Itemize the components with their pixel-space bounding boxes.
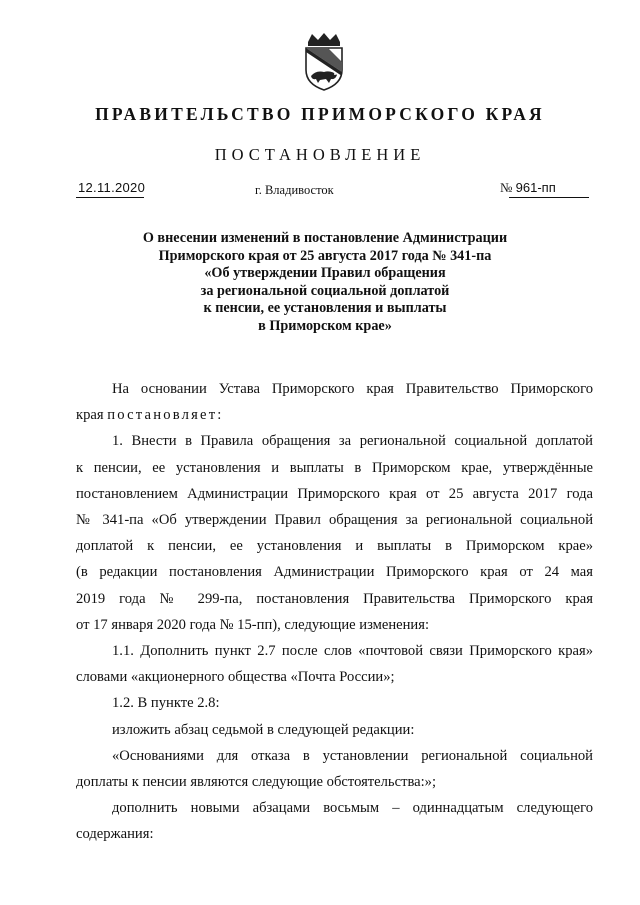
- document-body: [76, 376, 593, 847]
- document-number: [500, 180, 556, 196]
- preamble-text: края: [76, 407, 108, 424]
- preamble-line: [76, 402, 593, 428]
- number-underline: [509, 197, 589, 198]
- paragraph-1-2-b-line: доплаты к пенсии являются следующие обстоятельства:»;: [76, 773, 437, 790]
- paragraph-1-line: к пенсии, ее установления и выплаты в Приморском крае, утверждённые: [76, 459, 593, 476]
- paragraph-1-2-c-line: дополнить новыми абзацами восьмым – одиннадцатым следующего: [112, 800, 593, 817]
- city: г. Владивосток: [255, 183, 334, 197]
- subject-line: за региональной социальной доплатой: [200, 282, 450, 299]
- paragraph-1-line: постановлением Администрации Приморского края от 25 августа 2017 года: [76, 485, 593, 502]
- paragraph-1-1-line: словами «акционерного общества «Почта России»;: [76, 669, 395, 686]
- decree-word: постановляет: [107, 407, 218, 424]
- document-subject: [90, 230, 560, 335]
- paragraph-1-2-a: изложить абзац седьмой в следующей редакции:: [112, 721, 415, 738]
- paragraph-1-line: № 341-па «Об утверждении Правил обращения за региональной социальной: [76, 511, 593, 528]
- subject-line: Приморского края от 25 августа 2017 года № 341-па: [158, 247, 492, 264]
- paragraph-1-line: от 17 января 2020 года № 15-пп), следующие изменения:: [76, 616, 430, 633]
- preamble-colon: :: [217, 407, 222, 424]
- date-underline: [76, 197, 144, 198]
- subject-line: к пенсии, ее установления и выплаты: [203, 300, 447, 316]
- subject-line: «Об утверждении Правил обращения: [204, 265, 446, 281]
- number-sign: №: [500, 180, 513, 195]
- paragraph-1-2-b-line: «Основаниями для отказа в установлении региональной социальной: [112, 747, 593, 764]
- government-title: ПРАВИТЕЛЬСТВО ПРИМОРСКОГО КРАЯ: [95, 104, 545, 124]
- coat-of-arms-icon: [298, 32, 350, 92]
- paragraph-1-2-c-line: содержания:: [76, 826, 154, 843]
- paragraph-1-2: 1.2. В пункте 2.8:: [112, 695, 220, 712]
- paragraph-1-1-line: 1.1. Дополнить пункт 2.7 после слов «почтовой связи Приморского края»: [112, 642, 593, 659]
- paragraph-1-line: (в редакции постановления Администрации Приморского края от 24 мая: [76, 564, 593, 581]
- number-value: 961-пп: [515, 180, 556, 195]
- preamble-line: На основании Устава Приморского края Правительство Приморского: [112, 381, 593, 397]
- paragraph-1-line: 2019 года № 299-па, постановления Правительства Приморского края: [76, 590, 593, 607]
- paragraph-1-line: 1. Внести в Правила обращения за региональной социальной доплатой: [112, 433, 593, 450]
- document-date: 12.11.2020: [78, 180, 146, 195]
- subject-line: в Приморском крае»: [258, 317, 392, 334]
- document-type: ПОСТАНОВЛЕНИЕ: [214, 145, 426, 164]
- subject-line: О внесении изменений в постановление Администрации: [142, 230, 508, 246]
- paragraph-1-line: доплатой к пенсии, ее установления и выплаты в Приморском крае»: [76, 538, 593, 555]
